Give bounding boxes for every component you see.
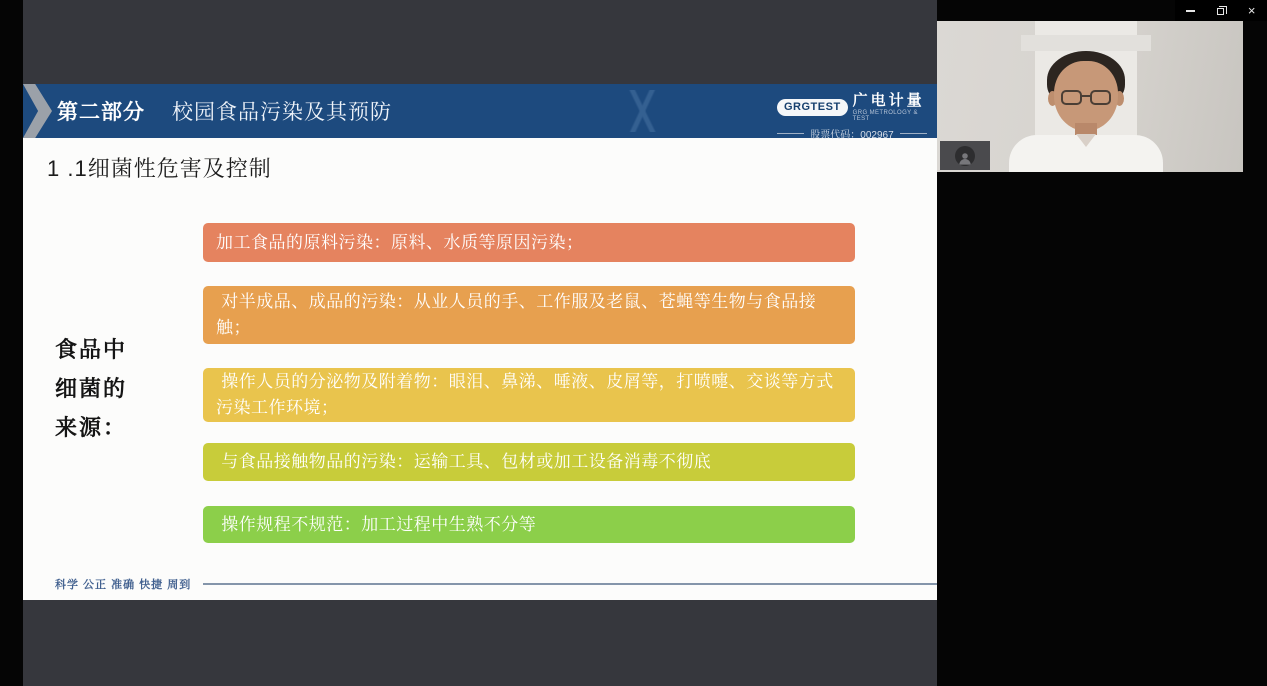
participant-thumbnail[interactable]: [940, 141, 990, 170]
header-decoration: [543, 90, 743, 132]
presentation-slide: [23, 84, 937, 600]
content-bar-raw-material: 加工食品的原料污染：原料、水质等原因污染；: [203, 223, 855, 262]
content-bar-semi-finished: 对半成品、成品的污染：从业人员的手、工作服及老鼠、苍蝇等生物与食品接触；: [203, 286, 855, 344]
slide-heading: 1 .1细菌性危害及控制: [47, 156, 272, 181]
stock-line-right: [900, 133, 927, 134]
screen-share-region: [23, 0, 937, 686]
background-column-cap: [1021, 35, 1151, 51]
slide-header-title: 校园食品污染及其预防: [172, 101, 392, 124]
person-avatar-icon: [955, 146, 975, 166]
glasses-lens: [1090, 90, 1111, 105]
side-label-line: 细菌的: [55, 376, 128, 401]
close-icon: ×: [1247, 3, 1256, 18]
glasses-icon: [1061, 90, 1113, 106]
brand-name: 广电计量: [852, 92, 925, 109]
logo-row: [777, 93, 927, 122]
brand-block: [853, 93, 927, 122]
slide-footer: [55, 576, 937, 592]
minimize-button[interactable]: [1178, 0, 1202, 21]
stock-code: 股票代码：002967: [810, 129, 894, 141]
avatar-silhouette: [957, 150, 973, 166]
restore-icon: [1217, 8, 1224, 15]
window-controls: [1175, 0, 1267, 21]
side-label: [55, 330, 127, 447]
stock-line-left: [777, 133, 804, 134]
restore-button[interactable]: [1209, 0, 1233, 21]
close-button[interactable]: [1240, 0, 1264, 21]
grgtest-badge: GRGTEST: [777, 99, 848, 116]
content-bar-secretions: 操作人员的分泌物及附着物：眼泪、鼻涕、唾液、皮屑等，打喷嚏、交谈等方式污染工作环境；: [203, 368, 855, 422]
side-label-line: 来源：: [55, 415, 128, 440]
section-label: 第二部分: [57, 101, 145, 124]
footer-motto: 科学 公正 准确 快捷 周到: [55, 579, 192, 591]
minimize-icon: [1186, 10, 1195, 12]
slide-header: [23, 84, 937, 141]
side-label-line: 食品中: [55, 337, 128, 362]
glasses-lens: [1061, 90, 1082, 105]
brand-subtitle: GRG METROLOGY & TEST: [852, 109, 918, 122]
stock-code-row: [777, 126, 927, 141]
chevron-arrow-icon: [23, 84, 52, 138]
company-logo: [777, 93, 927, 141]
content-bar-contact-items: 与食品接触物品的污染：运输工具、包材或加工设备消毒不彻底: [203, 443, 855, 481]
content-bar-procedures: 操作规程不规范：加工过程中生熟不分等: [203, 506, 855, 543]
footer-line: [203, 583, 937, 585]
